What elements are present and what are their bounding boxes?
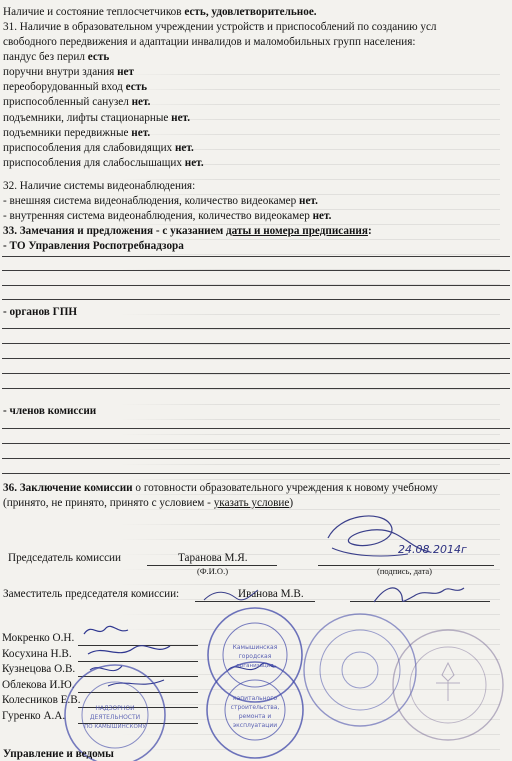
cctv-internal-value: нет. [312, 210, 332, 222]
cctv-external-value: нет. [299, 195, 318, 207]
accessibility-row-value: нет. [131, 127, 151, 139]
member-name: Облекова И.Ю. [2, 679, 75, 691]
accessibility-row-value: нет [117, 66, 134, 78]
section-gpn: - органов ГПН [3, 306, 78, 318]
item33-title-underlined: даты и номера предписания [226, 225, 368, 237]
accessibility-row [3, 127, 150, 140]
item36-paren: ) [289, 497, 294, 509]
accessibility-row [3, 66, 134, 79]
svg-text:строительства,: строительства, [230, 704, 280, 711]
accessibility-row-value: нет. [184, 157, 204, 169]
accessibility-row [3, 112, 190, 125]
accessibility-row-value: нет. [171, 112, 191, 124]
svg-text:эксплуатации: эксплуатации [232, 722, 278, 729]
accessibility-row-label: приспособления для слабовидящих [3, 142, 173, 154]
svg-text:ремонта и: ремонта и [238, 713, 272, 720]
chair-handwritten-date: 24.08.2014г [398, 543, 467, 556]
accessibility-row-label: приспособления для слабослышащих [3, 157, 182, 169]
svg-text:НАДЗОРНОЙ: НАДЗОРНОЙ [95, 705, 135, 712]
svg-text:ПО КАМЫШИНСКОМУ: ПО КАМЫШИНСКОМУ [84, 724, 146, 730]
blank-line [2, 428, 510, 429]
blank-line [2, 473, 510, 474]
heat-meters-label: Наличие и состояние теплосчетчиков [3, 6, 182, 18]
item33-title-colon: : [367, 225, 372, 237]
chair-label: Председатель комиссии [8, 552, 122, 564]
svg-text:Камышинская: Камышинская [232, 644, 278, 651]
accessibility-row-label: подъемники, лифты стационарные [3, 112, 169, 124]
item36-line1 [3, 482, 438, 495]
fio-caption: (Ф.И.О.) [197, 566, 229, 576]
accessibility-row [3, 157, 204, 170]
svg-text:организация: организация [236, 663, 274, 669]
member-name: Мокренко О.Н. [2, 632, 75, 644]
item32-internal [3, 210, 331, 223]
item32-external [3, 195, 318, 208]
deputy-signature-mark [200, 586, 260, 606]
svg-text:городская: городская [238, 653, 272, 660]
blank-line [2, 388, 510, 389]
section-commission-members: - членов комиссии [3, 405, 97, 417]
accessibility-row-label: подъемники передвижные [3, 127, 129, 139]
section-rospotrebnadzor: - ТО Управления Роспотребнадзора [3, 240, 184, 252]
item31-line2: свободного передвижения и адаптации инвалидов и маломобильных групп населения: [3, 36, 416, 48]
blank-line [2, 256, 510, 257]
blank-line [2, 270, 510, 271]
item36-options: (принято, не принято, принято с условием - [3, 497, 214, 509]
member-name: Косухина Н.В. [2, 648, 72, 660]
accessibility-row-value: есть [125, 81, 148, 93]
accessibility-row [3, 51, 109, 64]
deputy-label: Заместитель председателя комиссии: [3, 588, 180, 600]
date-caption: (подпись, дата) [377, 566, 433, 576]
item36-line2 [3, 497, 293, 510]
item33-title [3, 225, 372, 238]
blank-line [2, 285, 510, 286]
accessibility-row-label: переоборудованный вход [3, 81, 123, 93]
heat-meters-value: есть, удовлетворительное. [184, 6, 317, 18]
cctv-external-label: - внешняя система видеонаблюдения, количество видеокамер [3, 195, 297, 207]
accessibility-row-label: пандус без перил [3, 51, 85, 63]
heat-meters-line [3, 6, 317, 19]
member-name: Кузнецова О.В. [2, 663, 76, 675]
chair-signature [320, 508, 500, 566]
deputy-name: Иванова М.В. [238, 588, 304, 600]
blank-line [2, 328, 510, 329]
item32-title: 32. Наличие системы видеонаблюдения: [3, 180, 196, 192]
round-stamp-construction [205, 660, 305, 760]
cctv-internal-label: - внутренняя система видеонаблюдения, количество видеокамер [3, 210, 310, 222]
item31-line1: 31. Наличие в образовательном учреждении устройств и приспособлений по созданию усл [3, 21, 437, 33]
deputy-signature [370, 580, 470, 610]
blank-line [2, 358, 510, 359]
round-stamp-emblem [388, 625, 508, 745]
member-name: Колесников Е.В. [2, 694, 81, 706]
item33-title-text: 33. Замечания и предложения - с указанием [3, 225, 224, 237]
blank-line [2, 443, 510, 444]
blank-line [2, 373, 510, 374]
blank-line [2, 343, 510, 344]
accessibility-row [3, 81, 147, 94]
item36-text: о готовности образовательного учреждения к новому учебному [132, 482, 438, 494]
item36-title: 36. Заключение комиссии [3, 482, 133, 494]
blank-line [2, 458, 510, 459]
item36-condition: указать условие [213, 497, 290, 509]
blank-line [2, 299, 510, 300]
footer-partial-line: Управление и ведомы [3, 748, 114, 760]
accessibility-row [3, 96, 150, 109]
member-name: Гуренко А.А. [2, 710, 66, 722]
accessibility-row [3, 142, 194, 155]
svg-text:ДЕЯТЕЛЬНОСТИ: ДЕЯТЕЛЬНОСТИ [89, 714, 141, 721]
accessibility-row-label: приспособленный санузел [3, 96, 129, 108]
accessibility-row-label: поручни внутри здания [3, 66, 115, 78]
svg-text:капитального: капитального [232, 695, 278, 702]
accessibility-row-value: нет. [174, 142, 194, 154]
accessibility-row-value: нет. [131, 96, 151, 108]
chair-name: Таранова М.Я. [178, 552, 248, 564]
round-stamp-supervision [60, 660, 170, 760]
accessibility-row-value: есть [87, 51, 110, 63]
